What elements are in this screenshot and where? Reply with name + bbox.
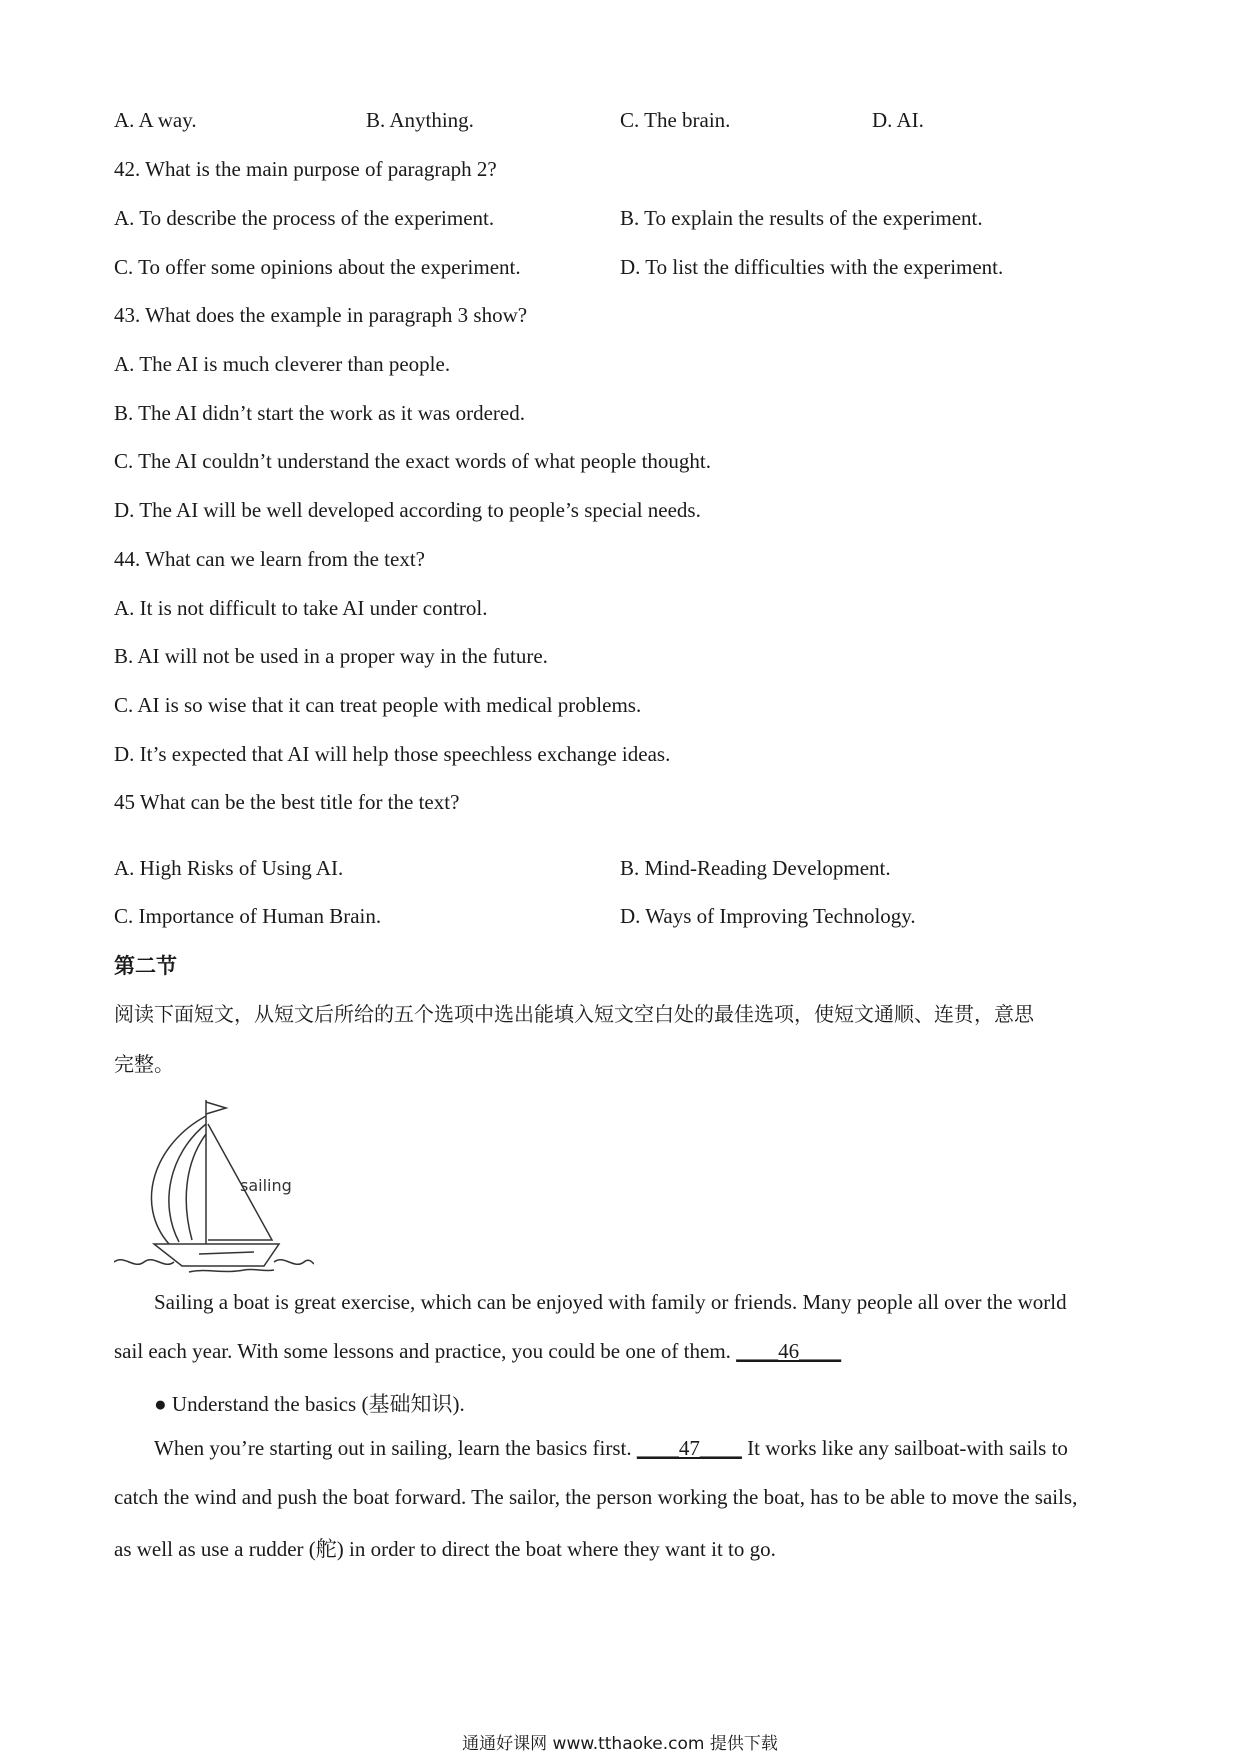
passage-p1-line2-text: sail each year. With some lessons and practice, you could be one of them.: [114, 1339, 731, 1363]
passage-p2-line1-start: When you’re starting out in sailing, learn the basics first.: [154, 1436, 632, 1460]
q44-option-b: B. AI will not be used in a proper way in the future.: [114, 644, 548, 668]
blank-47: ____47____: [636, 1436, 742, 1460]
q45-stem: 45 What can be the best title for the text?: [114, 790, 460, 814]
instruction-line-2: 完整。: [114, 1052, 174, 1076]
passage-p1-line2: [114, 1339, 1124, 1364]
image-label: sailing: [240, 1176, 292, 1195]
section-heading: 第二节: [114, 954, 177, 978]
q44-option-d: D. It’s expected that AI will help those speechless exchange ideas.: [114, 742, 671, 766]
q43-option-a: A. The AI is much cleverer than people.: [114, 352, 451, 376]
q44-option-c: C. AI is so wise that it can treat people with medical problems.: [114, 693, 642, 717]
passage-p2-line3: as well as use a rudder (舵) in order to direct the boat where they want it to go.: [114, 1537, 776, 1561]
passage-p2-line1: [154, 1436, 1068, 1461]
blank-46: ____46____: [736, 1339, 842, 1363]
q42-option-c: C. To offer some opinions about the experiment.: [114, 255, 521, 279]
passage-p2-line1-end: It works like any sailboat-with sails to: [747, 1436, 1068, 1460]
q41-option-a: A. A way.: [114, 108, 197, 132]
q44-stem: 44. What can we learn from the text?: [114, 547, 425, 571]
q41-option-b: B. Anything.: [366, 108, 474, 132]
q43-option-c: C. The AI couldn’t understand the exact words of what people thought.: [114, 449, 712, 473]
q42-option-d: D. To list the difficulties with the experiment.: [620, 255, 1004, 279]
q45-option-d: D. Ways of Improving Technology.: [620, 904, 916, 928]
passage-p2-line2: catch the wind and push the boat forward. The sailor, the person working the boat, has to be able to move the sails,: [114, 1485, 1078, 1509]
q45-option-b: B. Mind-Reading Development.: [620, 856, 891, 880]
q42-stem: 42. What is the main purpose of paragraph 2?: [114, 157, 497, 181]
q42-option-a: A. To describe the process of the experiment.: [114, 206, 495, 230]
passage-p1-line1: Sailing a boat is great exercise, which can be enjoyed with family or friends. Many people all over the world: [154, 1290, 1067, 1314]
q42-option-b: B. To explain the results of the experiment.: [620, 206, 983, 230]
q43-stem: 43. What does the example in paragraph 3 show?: [114, 303, 528, 327]
bullet-understand-basics: ● Understand the basics (基础知识).: [154, 1392, 465, 1416]
instruction-line-1: 阅读下面短文，从短文后所给的五个选项中选出能填入短文空白处的最佳选项，使短文通顺、连贯，意思: [114, 1002, 1034, 1026]
q43-option-d: D. The AI will be well developed according to people’s special needs.: [114, 498, 701, 522]
q41-option-d: D. AI.: [872, 108, 924, 132]
q45-option-a: A. High Risks of Using AI.: [114, 856, 344, 880]
q41-option-c: C. The brain.: [620, 108, 731, 132]
page-footer: 通通好课网 www.tthaoke.com 提供下载: [462, 1734, 778, 1754]
q44-option-a: A. It is not difficult to take AI under control.: [114, 596, 488, 620]
q45-option-c: C. Importance of Human Brain.: [114, 904, 382, 928]
q43-option-b: B. The AI didn’t start the work as it was ordered.: [114, 401, 525, 425]
